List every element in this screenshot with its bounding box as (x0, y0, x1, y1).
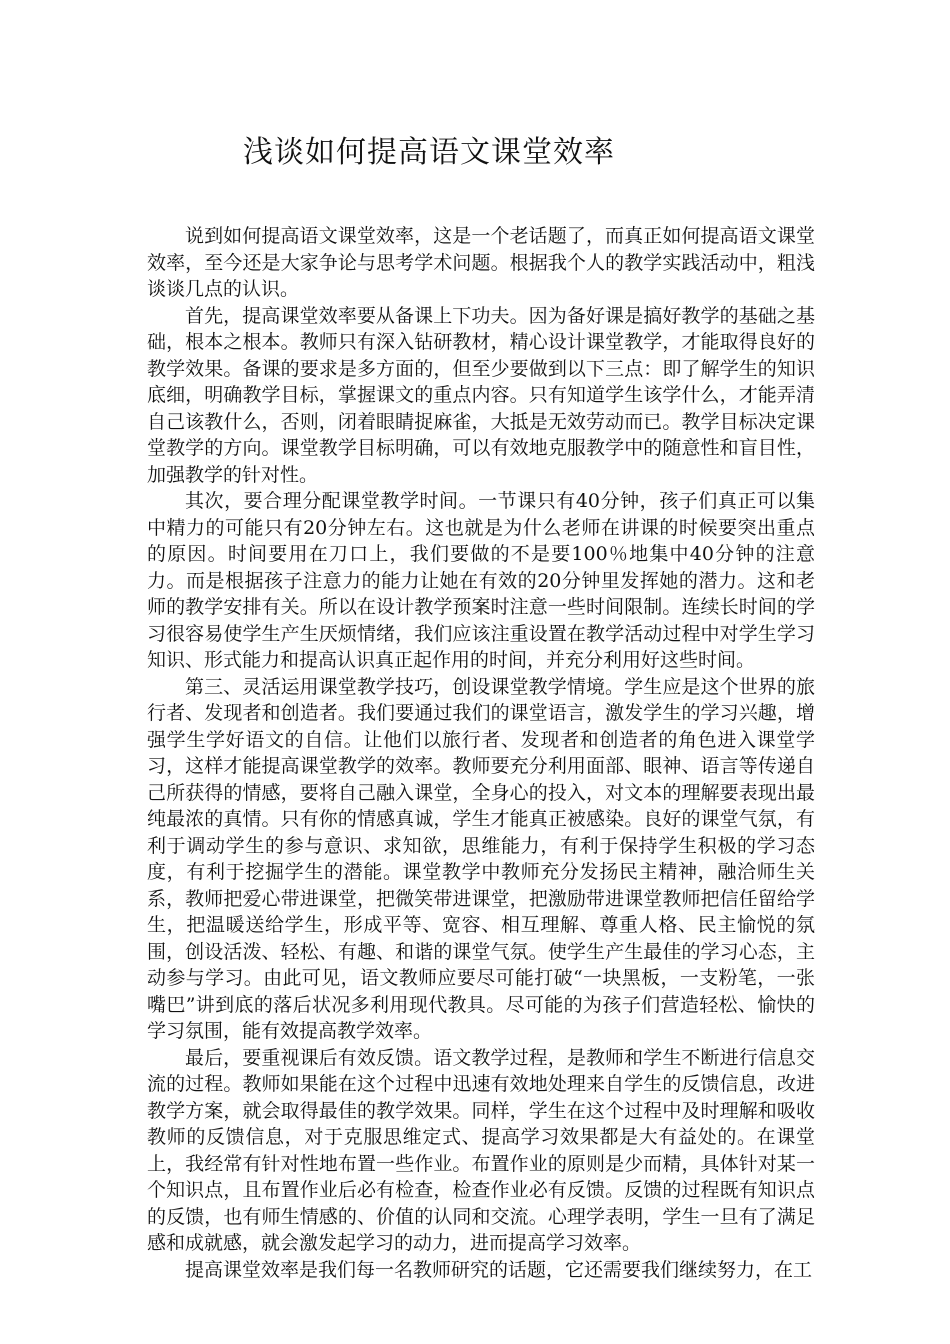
paragraph-lesson-prep: 首先，提高课堂效率要从备课上下功夫。因为备好课是搞好教学的基础之基础，根本之根本。教师只有深入钻研教材，精心设计课堂教学，才能取得良好的教学效果。备课的要求是多方面的，但至少要做到以下三点：即了解学生的知识底细，明确教学目标，掌握课文的重点内容。只有知道学生该学什么，才能弄清自己该教什么，否则，闭着眼睛捉麻雀，大抵是无效劳动而已。教学目标决定课堂教学的方向。课堂教学目标明确，可以有效地克服教学中的随意性和盲目性，加强教学的针对性。 (147, 304, 815, 486)
document-title: 浅谈如何提高语文课堂效率 (243, 135, 615, 170)
paragraph-teaching-skills: 第三、灵活运用课堂教学技巧，创设课堂教学情境。学生应是这个世界的旅行者、发现者和创造者。我们要通过我们的课堂语言，激发学生的学习兴趣，增强学生学好语文的自信。让他们以旅行者、发现者和创造者的角色进入课堂学习，这样才能提高课堂教学的效率。教师要充分利用面部、眼神、语言等传递自己所获得的情感，要将自己融入课堂，全身心的投入，对文本的理解要表现出最纯最浓的真情。只有你的情感真诚，学生才能真正被感染。良好的课堂气氛，有利于调动学生的参与意识、求知欲，思维能力，有利于保持学生积极的学习态度，有利于挖掘学生的潜能。课堂教学中教师充分发扬民主精神，融洽师生关系，教师把爱心带进课堂，把微笑带进课堂，把激励带进课堂教师把信任留给学生，把温暖送给学生，形成平等、宽容、相互理解、尊重人格、民主愉悦的氛围，创设活泼、轻松、有趣、和谐的课堂气氛。使学生产生最佳的学习心态，主动参与学习。由此可见，语文教师应要尽可能打破“一块黑板，一支粉笔，一张嘴巴”讲到底的落后状况多利用现代教具。尽可能的为孩子们营造轻松、愉快的学习氛围，能有效提高教学效率。 (147, 675, 815, 1042)
document-body (147, 223, 815, 1283)
paragraph-feedback: 最后，要重视课后有效反馈。语文教学过程，是教师和学生不断进行信息交流的过程。教师如果能在这个过程中迅速有效地处理来自学生的反馈信息，改进教学方案，就会取得最佳的教学效果。同样，学生在这个过程中及时理解和吸收教师的反馈信息，对于克服思维定式、提高学习效果都是大有益处的。在课堂上，我经常有针对性地布置一些作业。布置作业的原则是少而精，具体针对某一个知识点，且布置作业后必有检查，检查作业必有反馈。反馈的过程既有知识点的反馈，也有师生情感的、价值的认同和交流。心理学表明，学生一旦有了满足感和成就感，就会激发起学习的动力，进而提高学习效率。 (147, 1046, 815, 1254)
paragraph-time-allocation: 其次，要合理分配课堂教学时间。一节课只有40分钟，孩子们真正可以集中精力的可能只有20分钟左右。这也就是为什么老师在讲课的时候要突出重点的原因。时间要用在刀口上，我们要做的不是要100％地集中40分钟的注意力。而是根据孩子注意力的能力让她在有效的20分钟里发挥她的潜力。这和老师的教学安排有关。所以在设计教学预案时注意一些时间限制。连续长时间的学习很容易使学生产生厌烦情绪，我们应该注重设置在教学活动过程中对学生学习知识、形式能力和提高认识真正起作用的时间，并充分利用好这些时间。 (147, 490, 815, 671)
paragraph-intro: 说到如何提高语文课堂效率，这是一个老话题了，而真正如何提高语文课堂效率，至今还是大家争论与思考学术问题。根据我个人的教学实践活动中，粗浅谈谈几点的认识。 (147, 225, 815, 300)
paragraph-conclusion: 提高课堂效率是我们每一名教师研究的话题，它还需要我们继续努力，在工 (185, 1258, 813, 1281)
